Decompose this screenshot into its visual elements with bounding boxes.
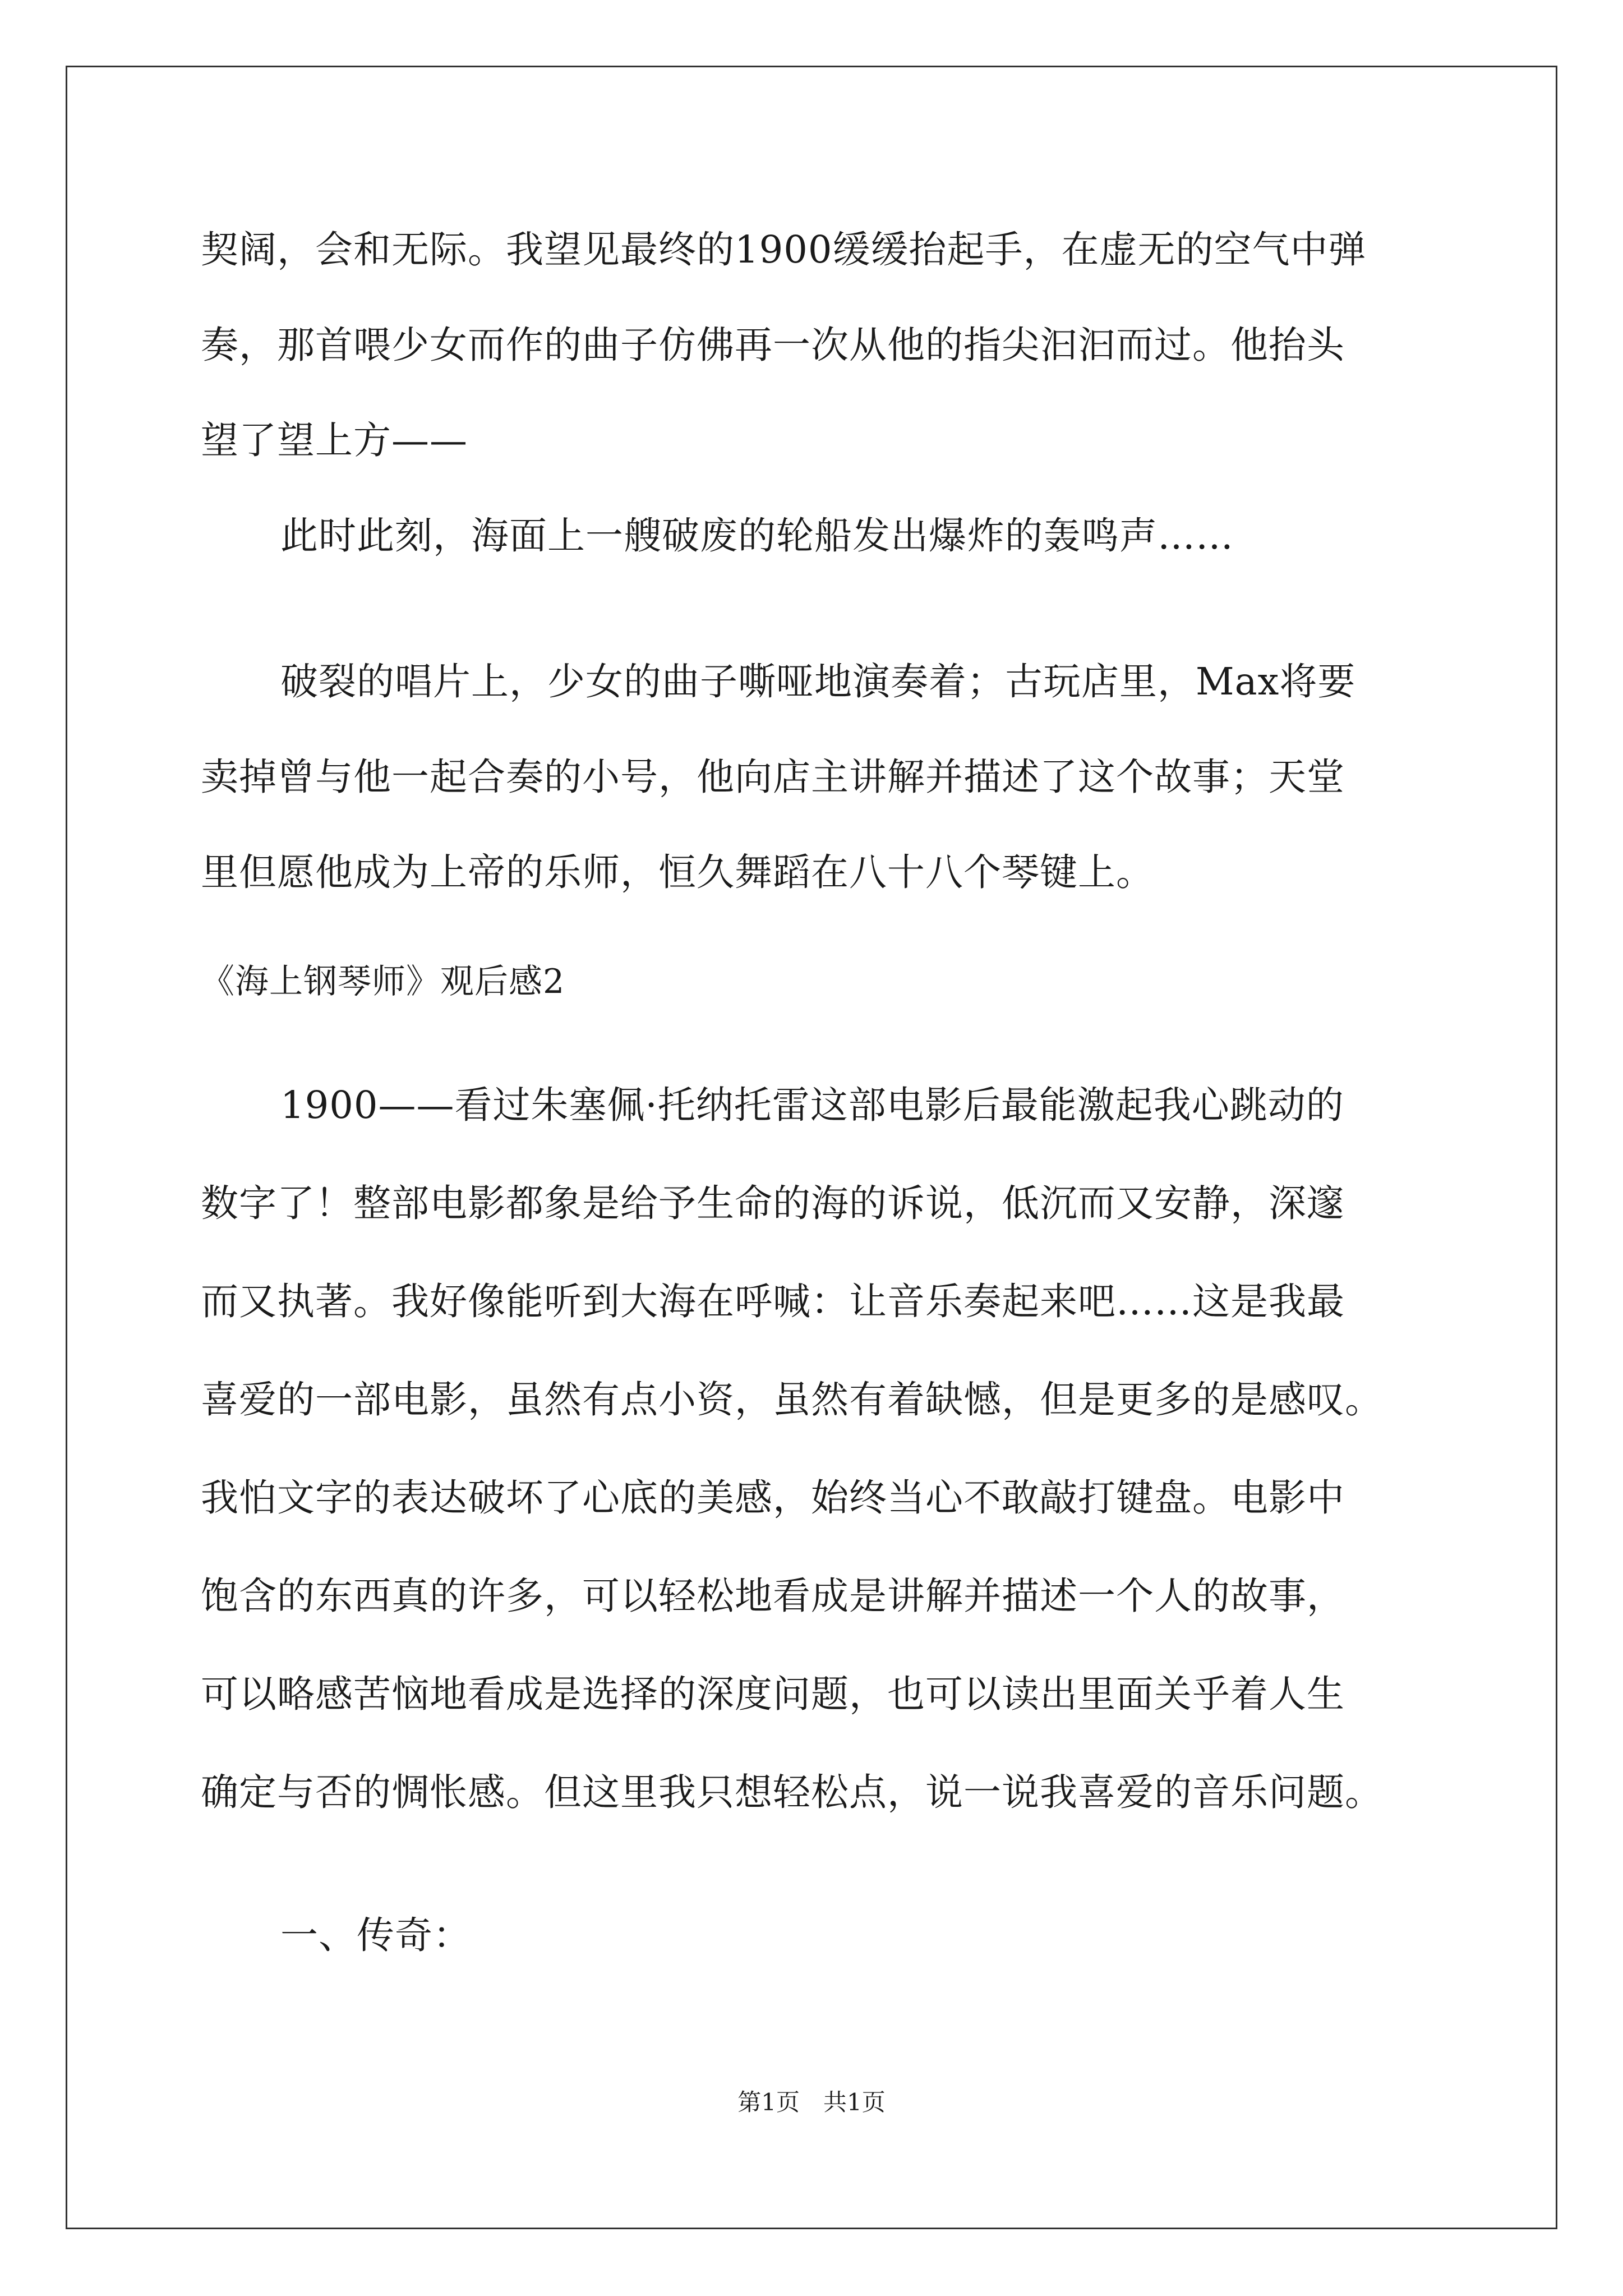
section-heading: 《海上钢琴师》观后感2 (201, 962, 565, 1001)
body-line: 望了望上方—— (201, 418, 468, 462)
body-line: 里但愿他成为上帝的乐师，恒久舞蹈在八十八个琴键上。 (201, 850, 1154, 894)
body-line: 可以略感苦恼地看成是选择的深度问题，也可以读出里面关乎着人生 (201, 1672, 1345, 1716)
body-line: 契阔，会和无际。我望见最终的1900缓缓抬起手，在虚无的空气中弹 (201, 228, 1367, 272)
body-line: 1900——看过朱塞佩·托纳托雷这部电影后最能激起我心跳动的 (280, 1083, 1344, 1127)
page-number: 第1页 共1页 (737, 2088, 886, 2116)
body-line: 奏，那首喂少女而作的曲子仿佛再一次从他的指尖汩汩而过。他抬头 (201, 323, 1345, 367)
body-line: 而又执著。我好像能听到大海在呼喊：让音乐奏起来吧……这是我最 (201, 1280, 1345, 1323)
body-line: 破裂的唱片上，少女的曲子嘶哑地演奏着；古玩店里，Max将要 (280, 660, 1356, 703)
page-frame (66, 66, 1557, 2229)
body-line: 卖掉曾与他一起合奏的小号，他向店主讲解并描述了这个故事；天堂 (201, 755, 1345, 799)
body-line: 一、传奇： (280, 1913, 471, 1957)
body-line: 确定与否的惆怅感。但这里我只想轻松点，说一说我喜爱的音乐问题。 (201, 1770, 1383, 1814)
body-line: 喜爱的一部电影，虽然有点小资，虽然有着缺憾，但是更多的是感叹。 (201, 1378, 1383, 1421)
body-line: 数字了！整部电影都象是给予生命的海的诉说，低沉而又安静，深邃 (201, 1181, 1345, 1225)
body-line: 饱含的东西真的许多，可以轻松地看成是讲解并描述一个人的故事， (201, 1574, 1345, 1618)
body-line: 我怕文字的表达破坏了心底的美感，始终当心不敢敲打键盘。电影中 (201, 1476, 1345, 1520)
body-line: 此时此刻，海面上一艘破废的轮船发出爆炸的轰鸣声…… (280, 514, 1234, 558)
